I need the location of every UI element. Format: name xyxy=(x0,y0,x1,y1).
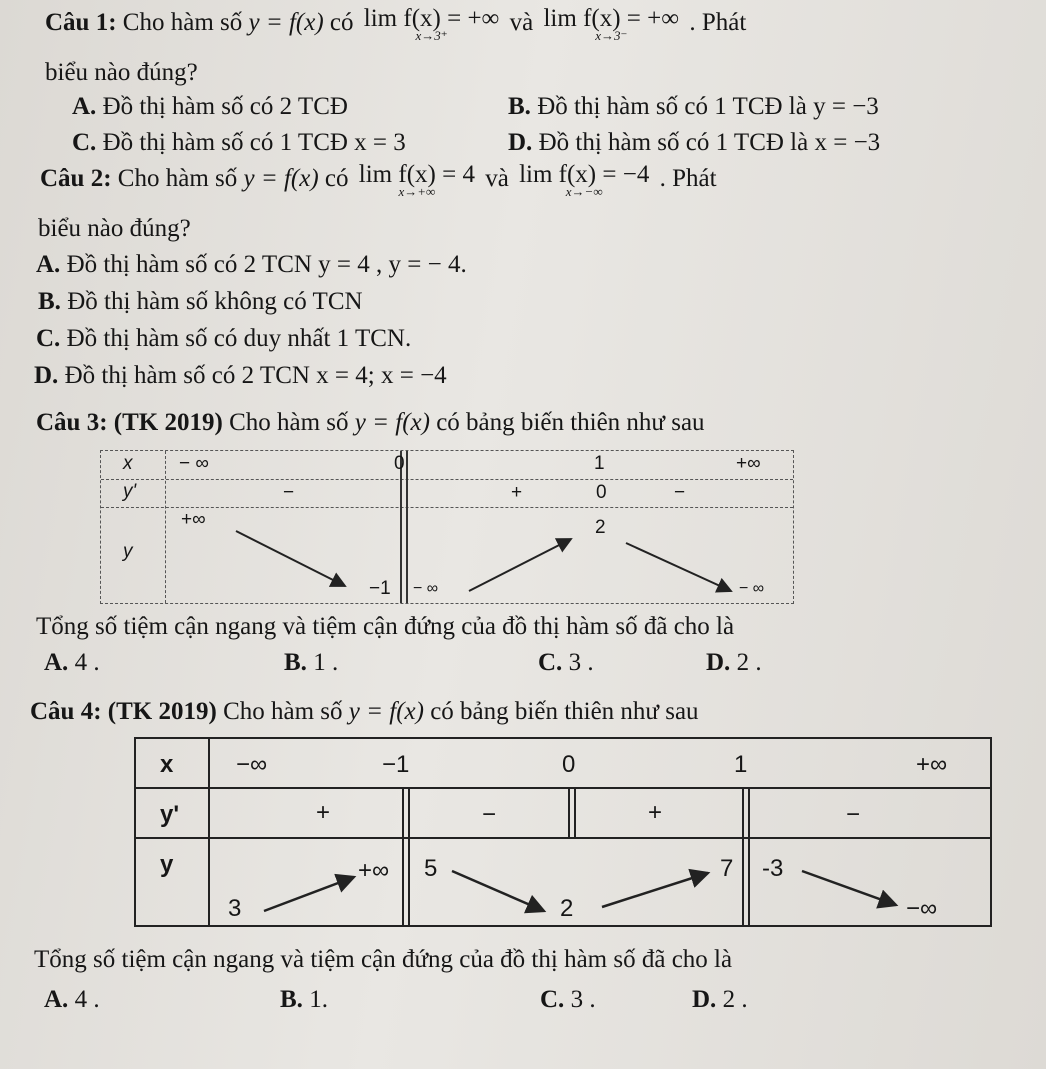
q2-option-c-label: C. xyxy=(36,325,61,352)
q2-option-b-text: Đồ thị hàm số không có TCN xyxy=(67,288,363,315)
q4-yp-sign-3: − xyxy=(846,801,861,828)
q2-line2: biểu nào đúng? xyxy=(38,215,191,242)
q4-option-d-text: 2 . xyxy=(722,986,748,1013)
q2-func: y = f(x) xyxy=(243,165,319,192)
q3-arrow-down-2 xyxy=(626,543,731,591)
q4-line1 xyxy=(30,697,699,727)
q4-tag: (TK 2019) xyxy=(107,698,217,725)
q2-text: Cho hàm số xyxy=(117,165,238,192)
q2-limit-pos xyxy=(358,161,475,199)
q1-option-b-label: B. xyxy=(508,93,531,120)
q2-option-b[interactable] xyxy=(38,287,363,317)
q3-option-d-label: D. xyxy=(706,649,731,676)
q4-y-left-end: +∞ xyxy=(358,857,390,884)
q4-func: y = f(x) xyxy=(348,698,424,725)
q1-limit-left xyxy=(543,5,680,43)
q4-option-b-label: B. xyxy=(280,986,303,1013)
q3-yp-sign-2: − xyxy=(674,482,686,503)
q1-limit-right xyxy=(363,5,500,43)
q4-row-x: x xyxy=(160,751,174,778)
q3-x-3: +∞ xyxy=(736,453,761,474)
q1-option-b[interactable] xyxy=(508,92,879,122)
q2-option-c[interactable] xyxy=(36,324,411,354)
q4-yp-sign-2: + xyxy=(648,799,663,826)
q3-tag: (TK 2019) xyxy=(113,409,223,436)
q3-label: Câu 3: xyxy=(36,409,108,436)
q2-option-a-text: Đồ thị hàm số có 2 TCN y = 4 , y = − 4. xyxy=(66,251,467,278)
q4-variation-arrows xyxy=(136,739,992,927)
q4-option-c-text: 3 . xyxy=(570,986,596,1013)
q3-option-b[interactable] xyxy=(284,648,338,678)
q3-variation-arrows xyxy=(101,451,793,603)
q2-co: có xyxy=(324,165,349,192)
q3-row-x: x xyxy=(123,453,133,474)
q3-option-d-text: 2 . xyxy=(736,649,762,676)
q1-co: có xyxy=(329,9,354,36)
q4-option-c-label: C. xyxy=(540,986,565,1013)
q4-y-min: 2 xyxy=(560,895,574,922)
q4-y-left-start: 3 xyxy=(228,895,242,922)
q4-option-a-text: 4 . xyxy=(74,986,100,1013)
q3-option-a[interactable] xyxy=(44,648,100,678)
q3-x-1: 0 xyxy=(394,453,405,474)
q4-text: Cho hàm số xyxy=(223,698,343,725)
q3-x-0: − ∞ xyxy=(179,453,209,474)
q1-limit-left-sub: x→3⁻ xyxy=(595,28,628,43)
q3-y-end: − ∞ xyxy=(739,580,765,597)
q1-phat: . Phát xyxy=(689,9,747,36)
q4-option-a[interactable] xyxy=(44,985,100,1015)
q2-phat: . Phát xyxy=(659,165,717,192)
q4-y-max: 7 xyxy=(720,855,734,882)
q3-variation-table xyxy=(100,450,794,604)
q2-limit-pos-expr: lim f(x) = 4 xyxy=(358,161,475,188)
q4-x-1: −1 xyxy=(382,751,410,778)
q1-label: Câu 1: xyxy=(45,9,117,36)
q2-limit-neg-expr: lim f(x) = −4 xyxy=(519,161,650,188)
q3-option-a-label: A. xyxy=(44,649,69,676)
q3-y-start: +∞ xyxy=(181,509,206,530)
q3-x-2: 1 xyxy=(594,453,605,474)
q4-y-after-1: -3 xyxy=(762,855,784,882)
q1-option-a-text: Đồ thị hàm số có 2 TCĐ xyxy=(102,93,348,120)
q2-limit-neg-sub: x→−∞ xyxy=(565,184,603,199)
q1-limit-right-sub: x→3⁺ xyxy=(415,28,448,43)
q4-question: Tổng số tiệm cận ngang và tiệm cận đứng của đồ thị hàm số đã cho là xyxy=(34,946,733,973)
q3-text-b: có bảng biến thiên như sau xyxy=(436,409,705,436)
q3-option-c[interactable] xyxy=(538,648,594,678)
q3-yp-zero: 0 xyxy=(596,482,607,503)
q3-yp-sign-1: + xyxy=(511,482,523,503)
q1-option-d-label: D. xyxy=(508,129,533,156)
q4-option-b[interactable] xyxy=(280,985,328,1015)
q2-limit-neg xyxy=(519,161,650,199)
q4-option-a-label: A. xyxy=(44,986,69,1013)
q2-option-d-text: Đồ thị hàm số có 2 TCN x = 4; x = −4 xyxy=(64,362,447,389)
q3-y-right-of-0: − ∞ xyxy=(413,580,439,597)
q3-row-y: y xyxy=(123,541,133,562)
q3-func: y = f(x) xyxy=(354,409,430,436)
q2-line1 xyxy=(40,161,717,199)
q4-x-3: 1 xyxy=(734,751,748,778)
q4-option-c[interactable] xyxy=(540,985,596,1015)
q3-arrow-up xyxy=(469,539,571,591)
q4-arrow-up-1 xyxy=(264,877,354,911)
q1-option-b-text: Đồ thị hàm số có 1 TCĐ là y = −3 xyxy=(537,93,879,120)
q3-option-c-text: 3 . xyxy=(568,649,594,676)
q2-va: và xyxy=(485,165,509,192)
q4-yp-sign-1: − xyxy=(482,801,497,828)
q2-option-d-label: D. xyxy=(34,362,59,389)
q3-y-left-of-0: −1 xyxy=(369,578,391,599)
q2-label: Câu 2: xyxy=(40,165,112,192)
q3-question: Tổng số tiệm cận ngang và tiệm cận đứng của đồ thị hàm số đã cho là xyxy=(36,613,735,640)
q4-arrow-down-1 xyxy=(452,871,544,911)
q4-option-d[interactable] xyxy=(692,985,748,1015)
q3-y-max: 2 xyxy=(595,517,606,538)
q4-x-2: 0 xyxy=(562,751,576,778)
q4-row-yp: y' xyxy=(160,801,180,828)
q2-option-d[interactable] xyxy=(34,361,447,391)
q4-row-y: y xyxy=(160,851,174,878)
q3-yp-sign-0: − xyxy=(283,482,295,503)
q4-variation-table xyxy=(134,737,992,927)
q3-option-c-label: C. xyxy=(538,649,563,676)
q4-y-end: −∞ xyxy=(906,895,938,922)
q2-limit-pos-sub: x→+∞ xyxy=(398,184,436,199)
q1-option-a-label: A. xyxy=(72,93,97,120)
q1-limit-right-expr: lim f(x) = +∞ xyxy=(363,5,500,32)
q2-option-a[interactable] xyxy=(36,250,467,280)
q1-text: Cho hàm số xyxy=(122,9,243,36)
q3-text: Cho hàm số xyxy=(229,409,349,436)
q4-arrow-up-2 xyxy=(602,873,708,907)
q2-option-c-text: Đồ thị hàm số có duy nhất 1 TCN. xyxy=(66,325,412,352)
q4-text-b: có bảng biến thiên như sau xyxy=(430,698,699,725)
q1-option-c-text: Đồ thị hàm số có 1 TCĐ x = 3 xyxy=(102,129,406,156)
q4-x-0: −∞ xyxy=(236,751,268,778)
q4-option-d-label: D. xyxy=(692,986,717,1013)
q1-func: y = f(x) xyxy=(248,9,324,36)
q1-limit-left-expr: lim f(x) = +∞ xyxy=(543,5,680,32)
q3-option-a-text: 4 . xyxy=(74,649,100,676)
q1-option-c-label: C. xyxy=(72,129,97,156)
q4-yp-sign-0: + xyxy=(316,799,331,826)
q3-option-b-text: 1 . xyxy=(313,649,339,676)
q1-option-c[interactable] xyxy=(72,128,406,158)
q4-label: Câu 4: xyxy=(30,698,102,725)
q2-option-b-label: B. xyxy=(38,288,61,315)
q2-option-a-label: A. xyxy=(36,251,61,278)
q1-option-a[interactable] xyxy=(72,92,348,122)
q3-option-d[interactable] xyxy=(706,648,762,678)
q3-row-yp: y' xyxy=(123,481,137,502)
q1-va: và xyxy=(509,9,534,36)
q3-arrow-down-1 xyxy=(236,531,345,586)
q4-x-4: +∞ xyxy=(916,751,948,778)
q1-option-d-text: Đồ thị hàm số có 1 TCĐ là x = −3 xyxy=(538,129,881,156)
q1-option-d[interactable] xyxy=(508,128,880,158)
q3-line1 xyxy=(36,408,705,438)
q3-option-b-label: B. xyxy=(284,649,307,676)
q4-y-after-m1: 5 xyxy=(424,855,438,882)
q4-option-b-text: 1. xyxy=(309,986,328,1013)
q1-line1 xyxy=(45,5,747,43)
q1-line2: biểu nào đúng? xyxy=(45,59,198,86)
q4-arrow-down-2 xyxy=(802,871,896,905)
